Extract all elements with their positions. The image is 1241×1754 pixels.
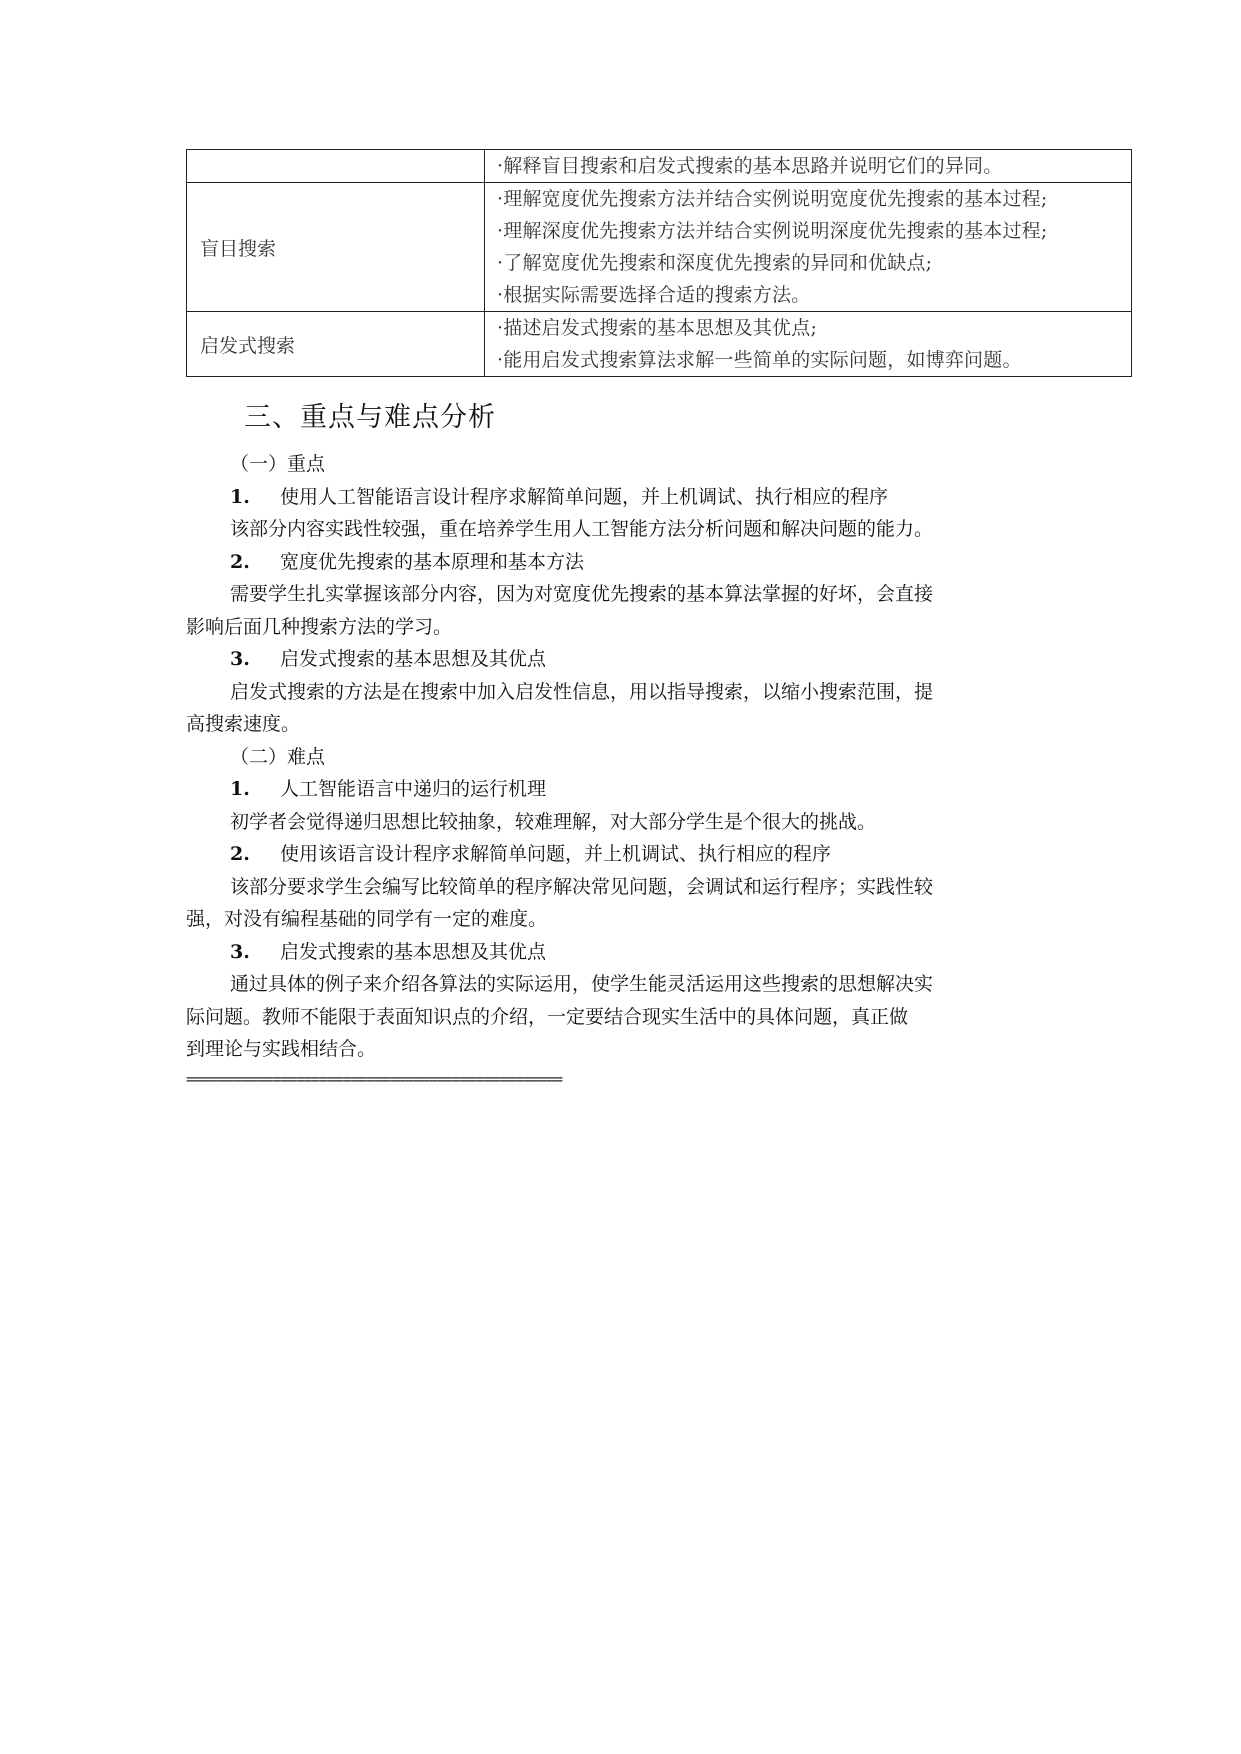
item-number: 2. (230, 843, 250, 865)
numbered-heading (186, 546, 1056, 579)
item-title: 启发式搜索的基本思想及其优点 (280, 648, 547, 670)
objective-item: ·理解深度优先搜索方法并结合实例说明深度优先搜索的基本过程; (497, 220, 1048, 242)
objective-item: ·能用启发式搜索算法求解一些简单的实际问题，如博弈问题。 (497, 349, 1022, 371)
item-title: 宽度优先搜索的基本原理和基本方法 (280, 550, 585, 573)
paragraph-line: 到理论与实践相结合。 (186, 1038, 377, 1060)
item-title: 使用人工智能语言设计程序求解简单问题，并上机调试、执行相应的程序 (280, 485, 889, 508)
numbered-heading (186, 936, 1056, 969)
separator-rule: ================================================ (186, 1069, 562, 1088)
section-heading: 三、重点与难点分析 (244, 402, 496, 433)
objectives-cell (485, 183, 1132, 312)
item-title: 人工智能语言中递归的运行机理 (280, 778, 547, 800)
topic-cell: 启发式搜索 (187, 312, 485, 377)
table-row (187, 312, 1132, 377)
paragraph-line: 该部分要求学生会编写比较简单的程序解决常见问题，会调试和运行程序；实践性较 (230, 875, 934, 898)
objectives-cell (485, 312, 1132, 377)
item-title: 启发式搜索的基本思想及其优点 (280, 940, 547, 963)
paragraph-line: 初学者会觉得递归思想比较抽象，较难理解，对大部分学生是个很大的挑战。 (230, 810, 877, 833)
numbered-heading (186, 838, 1056, 871)
paragraph-line: 通过具体的例子来介绍各算法的实际运用，使学生能灵活运用这些搜索的思想解决实 (230, 973, 934, 995)
section-body (186, 448, 1056, 1092)
paragraph-line: 影响后面几种搜索方法的学习。 (186, 615, 453, 638)
numbered-heading (186, 643, 1056, 676)
paragraph-line: 该部分内容实践性较强，重在培养学生用人工智能方法分析问题和解决问题的能力。 (230, 518, 934, 540)
item-number: 1. (230, 778, 250, 800)
objective-item: ·理解宽度优先搜索方法并结合实例说明宽度优先搜索的基本过程; (497, 188, 1048, 210)
numbered-heading (186, 481, 1056, 514)
objectives-table (186, 149, 1132, 377)
item-number: 2. (230, 550, 250, 573)
item-number: 3. (230, 648, 250, 670)
table-row (187, 183, 1132, 312)
objective-item: ·解释盲目搜索和启发式搜索的基本思路并说明它们的异同。 (497, 155, 1003, 177)
subsection-label: （一）重点 (230, 453, 326, 475)
numbered-heading (186, 773, 1056, 806)
item-number: 1. (230, 485, 250, 508)
objective-item: ·描述启发式搜索的基本思想及其优点; (497, 317, 818, 339)
objective-item: ·根据实际需要选择合适的搜索方法。 (497, 284, 811, 306)
topic-cell: 盲目搜索 (187, 183, 485, 312)
item-number: 3. (230, 940, 250, 963)
paragraph-line: 启发式搜索的方法是在搜索中加入启发性信息，用以指导搜索，以缩小搜索范围，提 (230, 680, 934, 703)
topic-cell (187, 150, 485, 183)
paragraph-line: 强，对没有编程基础的同学有一定的难度。 (186, 908, 548, 930)
paragraph-line: 高搜索速度。 (186, 713, 301, 735)
item-title: 使用该语言设计程序求解简单问题，并上机调试、执行相应的程序 (280, 843, 832, 865)
table-row (187, 150, 1132, 183)
objective-item: ·了解宽度优先搜索和深度优先搜索的异同和优缺点; (497, 252, 933, 274)
subsection-label: （二）难点 (230, 745, 326, 768)
paragraph-line: 际问题。教师不能限于表面知识点的介绍，一定要结合现实生活中的具体问题，真正做 (186, 1005, 909, 1028)
objectives-cell (485, 150, 1132, 183)
paragraph-line: 需要学生扎实掌握该部分内容，因为对宽度优先搜索的基本算法掌握的好坏，会直接 (230, 583, 934, 605)
